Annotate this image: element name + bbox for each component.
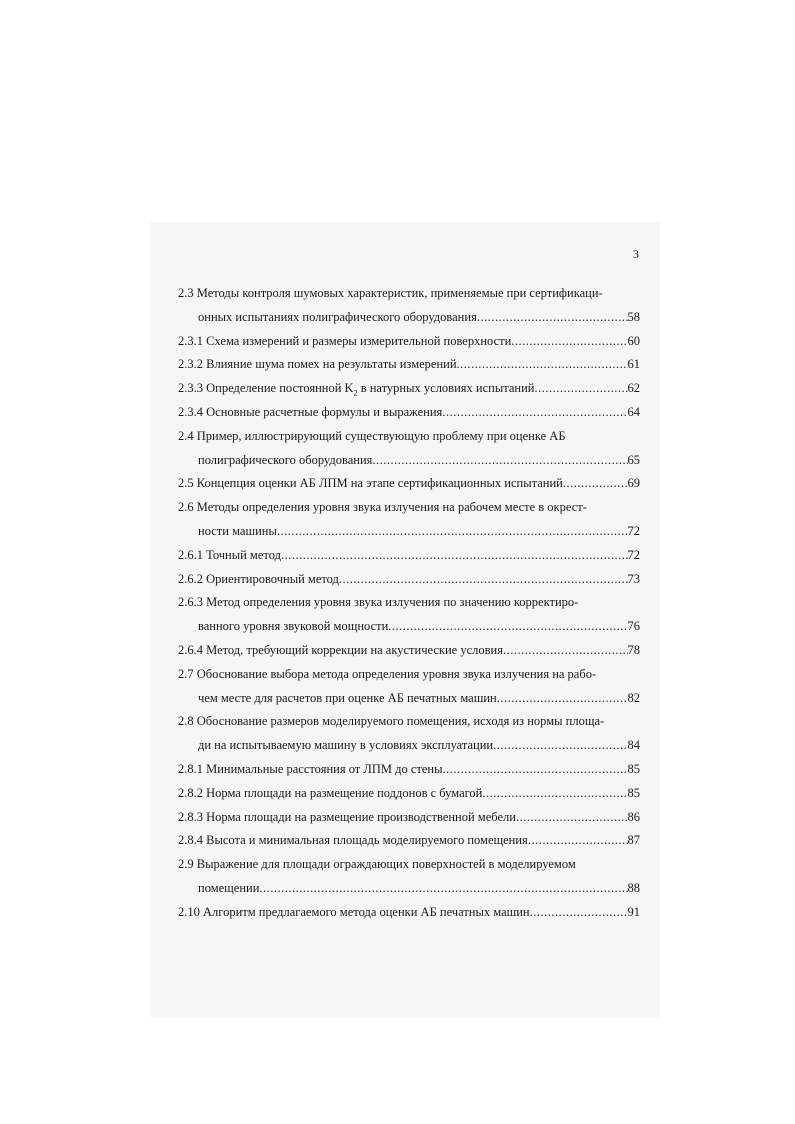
- toc-entry-title: 2.5 Концепция оценки АБ ЛПМ на этапе сертификационных испытаний: [178, 476, 563, 491]
- toc-entry-title: полиграфического оборудования: [198, 452, 373, 467]
- toc-page-number: 62: [627, 381, 640, 396]
- toc-entry-2-6-4: [178, 639, 640, 663]
- toc-entry-2-3: [178, 282, 640, 330]
- toc-entry-title: 2.6.4 Метод, требующий коррекции на акустические условия: [178, 642, 503, 657]
- toc-entry-2-8-3: [178, 806, 640, 830]
- dot-leader: [534, 377, 627, 401]
- subscript: 2: [353, 388, 358, 398]
- dot-leader: [482, 782, 627, 806]
- dot-leader: [388, 615, 627, 639]
- toc-entry-2-10: [178, 901, 640, 925]
- toc-entry-2-5: [178, 472, 640, 496]
- toc-entry-2-8: [178, 710, 640, 758]
- table-of-contents: [178, 282, 640, 925]
- dot-leader: [528, 829, 628, 853]
- toc-page-number: 78: [627, 642, 640, 657]
- dot-leader: [497, 687, 628, 711]
- toc-page-number: 61: [627, 357, 640, 372]
- toc-entry-title: 2.3.4 Основные расчетные формулы и выражения: [178, 404, 443, 419]
- toc-entry-2-8-4: [178, 829, 640, 853]
- toc-page-number: 87: [627, 833, 640, 848]
- toc-page-number: 60: [627, 333, 640, 348]
- toc-page-number: 85: [627, 761, 640, 776]
- toc-entry-2-3-4: [178, 401, 640, 425]
- toc-entry-2-8-2: [178, 782, 640, 806]
- toc-entry-title: чем месте для расчетов при оценке АБ печатных машин: [198, 690, 497, 705]
- toc-entry-2-3-2: [178, 353, 640, 377]
- toc-page-number: 58: [627, 309, 640, 324]
- toc-page-number: 69: [627, 476, 640, 491]
- dot-leader: [530, 901, 628, 925]
- toc-entry-title: 2.6.1 Точный метод: [178, 547, 281, 562]
- toc-entry-title: помещении: [198, 880, 260, 895]
- toc-page-number: 86: [627, 809, 640, 824]
- toc-entry-title: 2.3.2 Влияние шума помех на результаты измерений: [178, 357, 457, 372]
- dot-leader: [442, 401, 627, 425]
- dot-leader: [277, 520, 628, 544]
- toc-entry-heading: 2.3 Методы контроля шумовых характеристик, применяемые при сертификаци-: [178, 286, 603, 300]
- toc-entry-title: ди на испытываемую машину в условиях эксплуатации: [198, 738, 494, 753]
- toc-entry-2-3-1: [178, 330, 640, 354]
- toc-entry-2-6-1: [178, 544, 640, 568]
- toc-entry-2-7: [178, 663, 640, 711]
- toc-entry-title: 2.10 Алгоритм предлагаемого метода оценки АБ печатных машин: [178, 904, 530, 919]
- toc-entry-title: онных испытаниях полиграфического оборудования: [198, 309, 477, 324]
- toc-entry-2-3-3: [178, 377, 640, 401]
- dot-leader: [372, 449, 627, 473]
- toc-entry-title: ности машины: [198, 523, 277, 538]
- toc-entry-title: 2.8.3 Норма площади на размещение производственной мебели: [178, 809, 516, 824]
- dot-leader: [493, 734, 627, 758]
- toc-entry-2-9: [178, 853, 640, 901]
- dot-leader: [457, 353, 628, 377]
- toc-page-number: 72: [627, 523, 640, 538]
- toc-page-number: 73: [627, 571, 640, 586]
- toc-entry-title: 2.6.2 Ориентировочный метод: [178, 571, 339, 586]
- toc-entry-title: 2.8.2 Норма площади на размещение поддонов с бумагой: [178, 785, 483, 800]
- toc-entry-heading: 2.6 Методы определения уровня звука излучения на рабочем месте в окрест-: [178, 500, 587, 515]
- toc-page-number: 84: [627, 738, 640, 753]
- toc-entry-2-4: [178, 425, 640, 473]
- dot-leader: [516, 806, 628, 830]
- toc-page-number: 72: [627, 547, 640, 562]
- toc-page-number: 64: [627, 404, 640, 419]
- toc-entry-2-6: [178, 496, 640, 544]
- toc-entry-heading: 2.8 Обоснование размеров моделируемого помещения, исходя из нормы площа-: [178, 714, 605, 729]
- dot-leader: [339, 568, 628, 592]
- toc-entry-heading: 2.9 Выражение для площади ограждающих поверхностей в моделируемом: [178, 857, 576, 872]
- toc-page-number: 85: [627, 785, 640, 800]
- toc-entry-heading: 2.7 Обоснование выбора метода определения уровня звука излучения на рабо-: [178, 666, 597, 681]
- toc-entry-title: 2.8.1 Минимальные расстояния от ЛПМ до стены: [178, 761, 443, 776]
- dot-leader: [281, 544, 628, 568]
- dot-leader: [503, 639, 628, 663]
- toc-entry-heading: 2.6.3 Метод определения уровня звука излучения по значению корректиро-: [178, 595, 579, 610]
- toc-entry-title: ванного уровня звуковой мощности: [198, 619, 389, 634]
- toc-page-number: 65: [627, 452, 640, 467]
- dot-leader: [511, 330, 627, 354]
- toc-page-number: 82: [627, 690, 640, 705]
- toc-entry-title: 2.8.4 Высота и минимальная площадь моделируемого помещения: [178, 833, 528, 848]
- toc-page-number: 88: [627, 880, 640, 895]
- dot-leader: [563, 472, 628, 496]
- toc-entry-title: 2.3.1 Схема измерений и размеры измерительной поверхности: [178, 333, 512, 348]
- toc-page-number: 91: [627, 904, 640, 919]
- dot-leader: [259, 877, 627, 901]
- toc-page-number: 76: [627, 619, 640, 634]
- toc-entry-2-6-2: [178, 568, 640, 592]
- toc-entry-2-8-1: [178, 758, 640, 782]
- toc-entry-2-6-3: [178, 591, 640, 639]
- toc-entry-title: 2.3.3 Определение постоянной $K_2$ в натурных условиях испытаний: [178, 381, 535, 398]
- toc-entry-heading: 2.4 Пример, иллюстрирующий существующую проблему при оценке АБ: [178, 428, 566, 443]
- page-number: 3: [633, 247, 639, 261]
- dot-leader: [443, 758, 628, 782]
- dot-leader: [477, 306, 628, 330]
